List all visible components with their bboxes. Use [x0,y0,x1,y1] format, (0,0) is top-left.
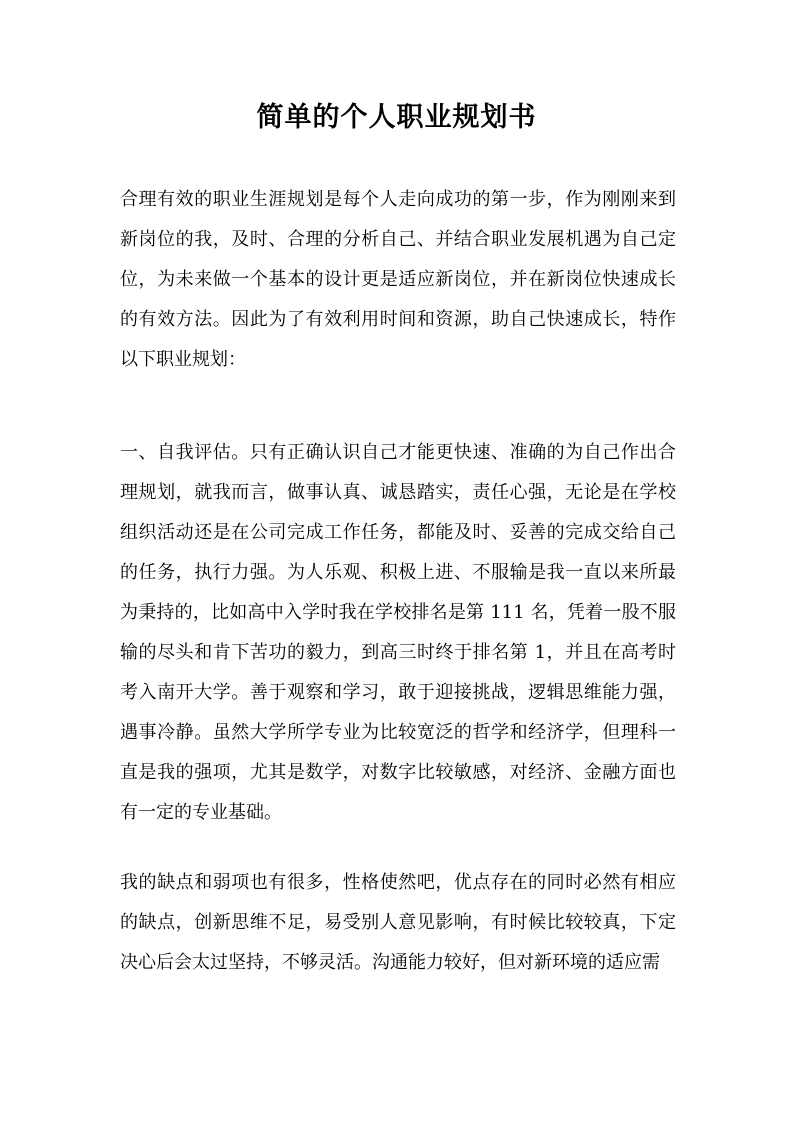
paragraph-weaknesses: 我的缺点和弱项也有很多，性格使然吧，优点存在的同时必然有相应的缺点，创新思维不足，易受别人意见影响，有时候比较较真，下定决心后会太过坚持，不够灵活。沟通能力较好，但对新环境的适应需 [120,872,676,973]
paragraph-intro: 合理有效的职业生涯规划是每个人走向成功的第一步，作为刚刚来到新岗位的我，及时、合理的分析自己、并结合职业发展机遇为自己定位，为未来做一个基本的设计更是适应新岗位，并在新岗位快速成长的有效方法。因此为了有效利用时间和资源，助自己快速成长，特作以下职业规划： [120,189,676,370]
document-title: 简单的个人职业规划书 [256,102,537,133]
paragraph-self-assessment: 一、自我评估。只有正确认识自己才能更快速、准确的为自己作出合理规划，就我而言，做事认真、诚恳踏实，责任心强，无论是在学校组织活动还是在公司完成工作任务，都能及时、妥善的完成交给自己的任务，执行力强。为人乐观、积极上进、不服输是我一直以来所最为秉持的，比如高中入学时我在学校排名是第 111 名，凭着一股不服输的尽头和肯下苦功的毅力，到高三时终于排名第 1，并且在高考时考入南开大学。善于观察和学习，敢于迎接挑战，逻辑思维能力强，遇事冷静。虽然大学所学专业为比较宽泛的哲学和经济学，但理科一直是我的强项，尤其是数学，对数字比较敏感，对经济、金融方面也有一定的专业基础。 [120,442,676,823]
